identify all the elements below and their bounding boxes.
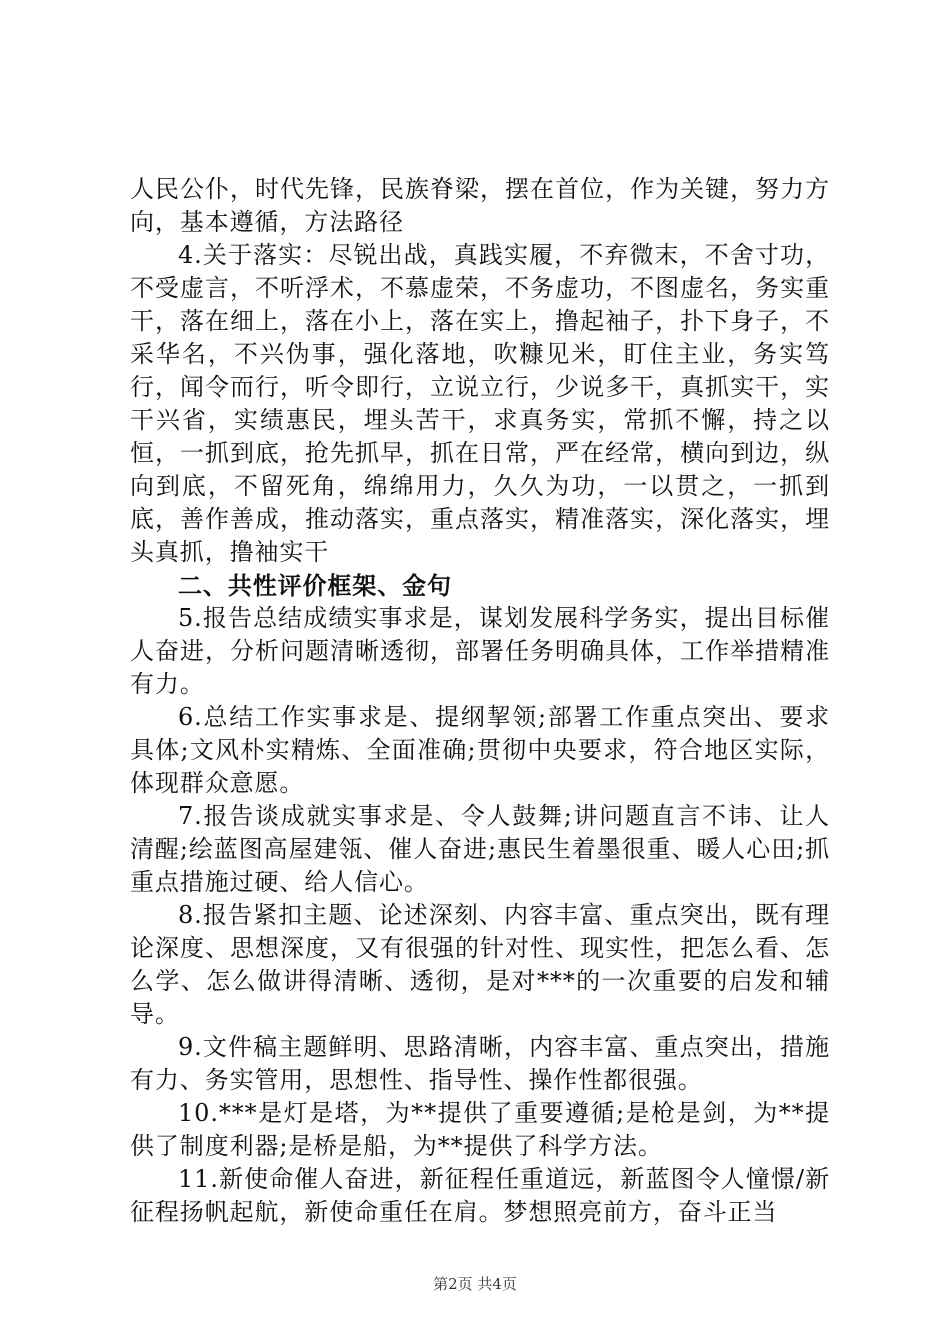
document-body [130, 173, 830, 1229]
paragraph-item-4: 4.关于落实：尽锐出战，真践实履，不弃微末，不舍寸功，不受虚言，不听浮术，不慕虚荣，不务虚功，不图虚名，务实重干，落在细上，落在小上，落在实上，撸起袖子，扑下身子，不采华名，不兴伪事，强化落地，吹糠见米，盯住主业，务实笃行，闻令而行，听令即行，立说立行，少说多干，真抓实干，实干兴省，实绩惠民，埋头苦干，求真务实，常抓不懈，持之以恒，一抓到底，抢先抓早，抓在日常，严在经常，横向到边，纵向到底，不留死角，绵绵用力，久久为功，一以贯之，一抓到底，善作善成，推动落实，重点落实，精准落实，深化落实，埋头真抓，撸袖实干 [130, 241, 830, 566]
section-heading: 二、共性评价框架、金句 [178, 571, 452, 600]
list-item-7: 7.报告谈成就实事求是、令人鼓舞;讲问题直言不讳、让人清醒;绘蓝图高屋建瓴、催人奋进;惠民生着墨很重、暖人心田;抓重点措施过硬、给人信心。 [130, 802, 830, 896]
list-item-6: 6.总结工作实事求是、提纲挈领;部署工作重点突出、要求具体;文风朴实精炼、全面准确;贯彻中央要求，符合地区实际，体现群众意愿。 [130, 703, 830, 797]
list-item-10: 10.***是灯是塔，为**提供了重要遵循;是枪是剑，为**提供了制度利器;是桥是船，为**提供了科学方法。 [130, 1099, 830, 1160]
list-item-11: 11.新使命催人奋进，新征程任重道远，新蓝图令人憧憬/新征程扬帆起航，新使命重任在肩。梦想照亮前方，奋斗正当 [130, 1165, 830, 1226]
page-footer: 第2页 共4页 [433, 1275, 517, 1293]
list-item-9: 9.文件稿主题鲜明、思路清晰，内容丰富、重点突出，措施有力、务实管用，思想性、指导性、操作性都很强。 [130, 1033, 830, 1094]
list-item-5: 5.报告总结成绩实事求是，谋划发展科学务实，提出目标催人奋进，分析问题清晰透彻，部署任务明确具体，工作举措精准有力。 [130, 604, 830, 698]
list-item-8: 8.报告紧扣主题、论述深刻、内容丰富、重点突出，既有理论深度、思想深度，又有很强的针对性、现实性，把怎么看、怎么学、怎么做讲得清晰、透彻，是对***的一次重要的启发和辅导。 [130, 901, 830, 1028]
paragraph-continued: 人民公仆，时代先锋，民族脊梁，摆在首位，作为关键，努力方向，基本遵循，方法路径 [130, 175, 830, 236]
